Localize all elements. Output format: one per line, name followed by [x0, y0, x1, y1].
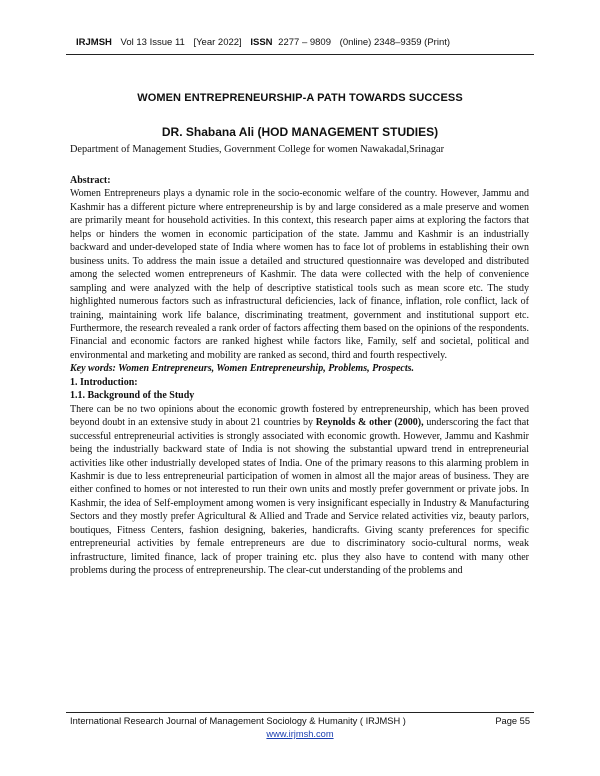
- introduction-paragraph: [70, 403, 529, 578]
- paper-body: [70, 174, 529, 578]
- keywords: Key words: Women Entrepreneurs, Women Entrepreneurship, Problems, Prospects.: [70, 363, 415, 375]
- volume-info: Vol 13 Issue 11: [120, 37, 185, 48]
- footer-journal-name: International Research Journal of Management Sociology & Humanity ( IRJMSH ): [70, 716, 406, 726]
- year-info: [Year 2022]: [193, 37, 242, 48]
- journal-abbr: IRJMSH: [76, 37, 112, 48]
- issn-label: ISSN: [250, 37, 273, 48]
- running-header: [76, 37, 536, 48]
- intro-text-part2: underscoring the fact that successful entrepreneurial activities is strongly associated with economic growth. However, Jammu and Kashmir being the industrially backward state of India is not showing the substantial upward trend in entrepreneurial activities like other industrially developed states of India. One of the primary reasons to this alarming problem in Kashmir is due to less entrepreneurial participation of women in almost all the major areas of business. They are either confined to homes or not interested to run their own units and mostly prefer government or private jobs. In Kashmir, the idea of Self-employment among women is very insignificant especially in Industry & Manufacturing Sectors and they mostly prefer Agricultural & Allied and Trade and Service related activities viz, beauty parlors, boutiques, Fitness Centers, fashion designing, bakeries, handicrafts. Giving scanty preferences for specific entrepreneurial activities by female entrepreneurs are due to discriminatory socio-cultural norms, weak infrastructure, limited finance, lack of proper training etc. plus they also have to contend with many other problems during the process of entrepreneurship. The clear-cut understanding of the problems and: [70, 417, 530, 577]
- issn-number: 2277 – 9809: [278, 37, 332, 48]
- header-divider: [66, 54, 534, 55]
- subsection-heading-background: 1.1. Background of the Study: [70, 390, 195, 402]
- abstract-heading: Abstract:: [70, 175, 111, 186]
- intro-text-part1: There can be no two opinions about the economic growth fostered by entrepreneurship, which has been proved beyond doubt in an extensive study in about 21 countries by: [70, 403, 529, 429]
- paper-author: DR. Shabana Ali (HOD MANAGEMENT STUDIES): [161, 125, 439, 139]
- journal-website-link[interactable]: www.irjmsh.com: [266, 729, 334, 739]
- intro-citation: Reynolds & other (2000),: [315, 417, 424, 429]
- page-number: Page 55: [495, 716, 530, 726]
- section-heading-introduction: 1. Introduction:: [70, 376, 138, 388]
- paper-title: WOMEN ENTREPRENEURSHIP-A PATH TOWARDS SUCCESS: [137, 92, 463, 104]
- author-affiliation: Department of Management Studies, Government College for women Nawakadal,Srinagar: [70, 144, 445, 155]
- issn-online: (0nline) 2348–9359 (Print): [339, 37, 451, 48]
- footer-divider: [66, 712, 534, 713]
- abstract-text: Women Entrepreneurs plays a dynamic role in the socio-economic welfare of the country. However, Jammu and Kashmir has a different picture where entrepreneurship is by and large considered as a male preserve and women are primarily meant for household activities. In this context, this research paper aims at exploring the factors that helps or hinders the women in economic participation of the state. Jammu and Kashmir is an industrially backward and under-developed state of India where women has to face lot of problems in establishing their own business units. To address the main issue a detailed and structured questionnaire was developed and distributed among the selected women entrepreneurs of Kashmir. The data were collected with the help of convenience sampling and were analyzed with the help of descriptive statistical tools such as mean score etc. The study highlighted numerous factors such as infrastructural deficiencies, lack of finance, inflation, role conflict, lack of training, maintaining work life balance, discriminating treatment, government and institutional support etc. Furthermore, the research revealed a rank order of factors affecting them based on the opinions of the respondents. Financial and economic factors are ranked highest while factors like, Family, self and societal, political and environmental and marketing and mobility are ranked as second, third and fourth respectively.: [70, 188, 529, 361]
